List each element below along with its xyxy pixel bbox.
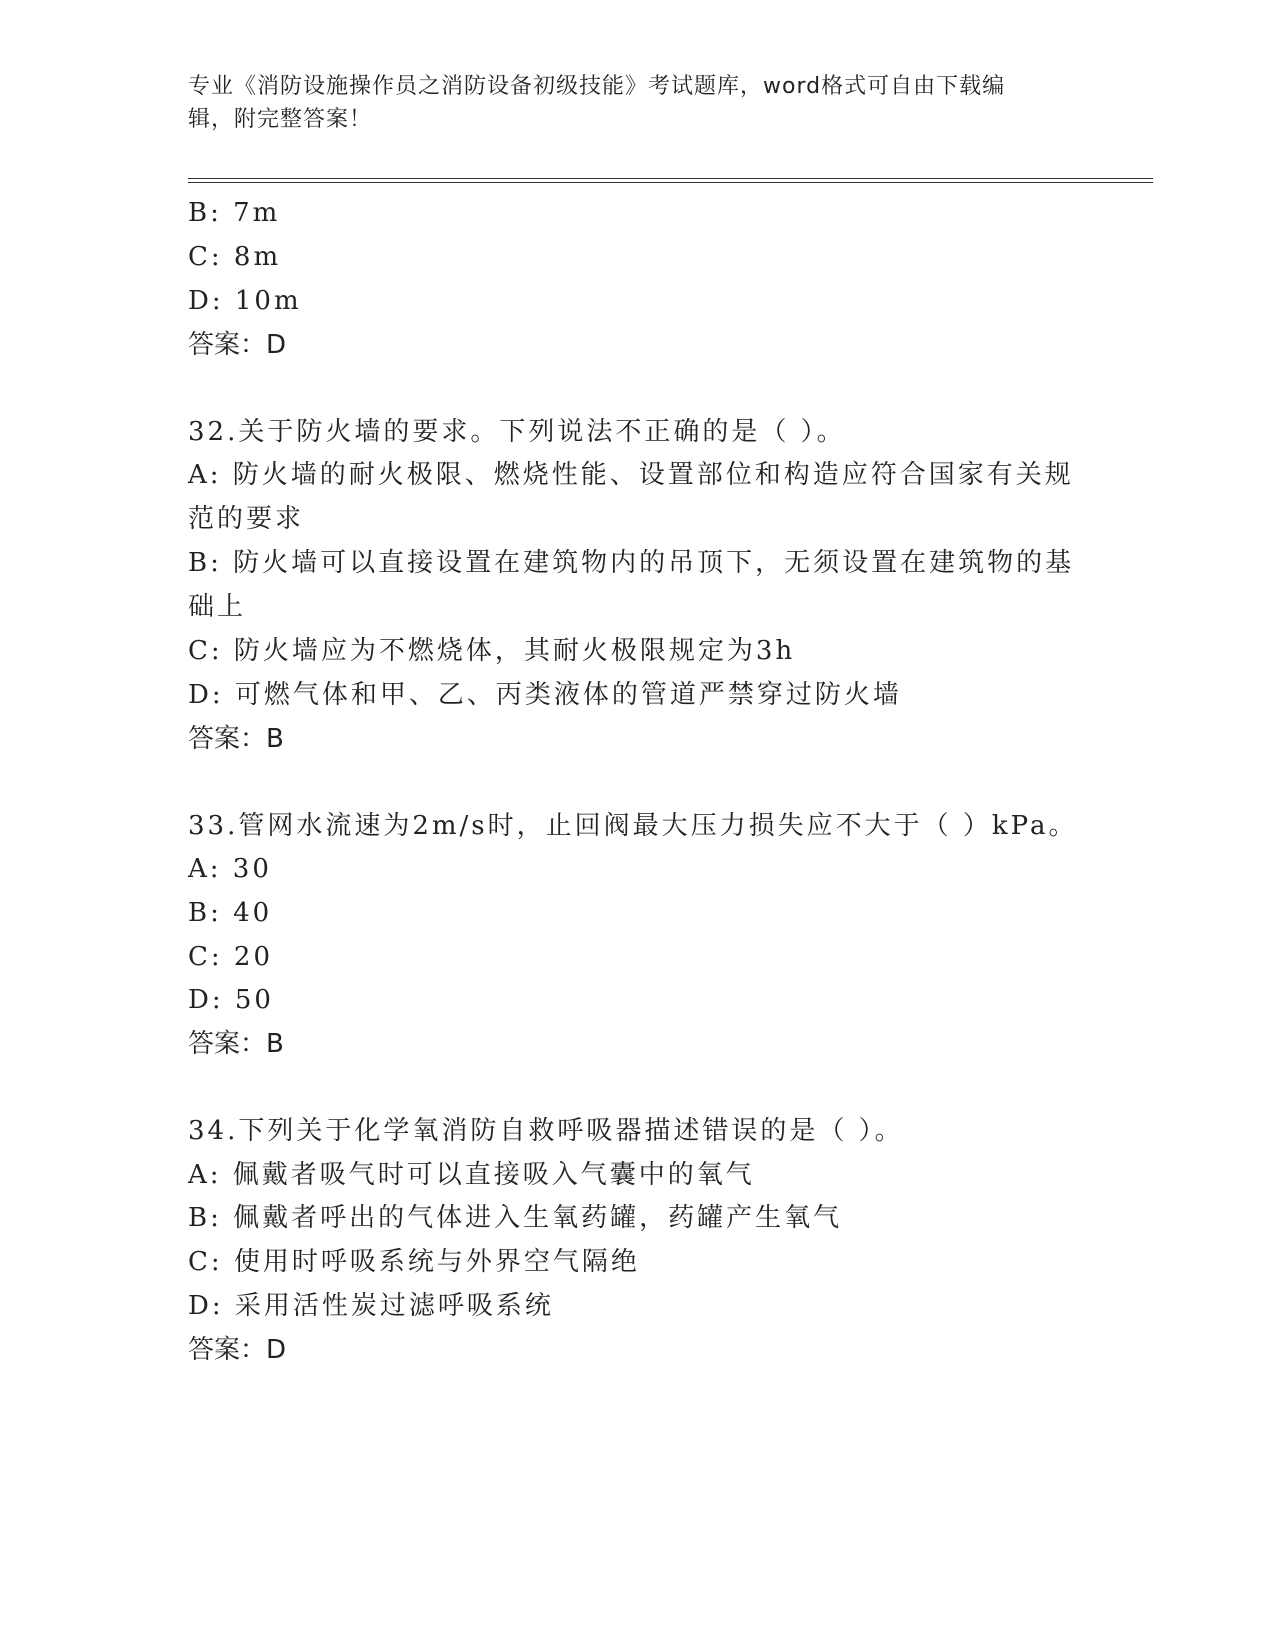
q32-option-c: C: 防火墙应为不燃烧体，其耐火极限规定为3h bbox=[188, 636, 796, 666]
header-line-2: 辑，附完整答案！ bbox=[188, 107, 373, 132]
q32-option-b-line1: B: 防火墙可以直接设置在建筑物内的吊顶下，无须设置在建筑物的基 bbox=[188, 548, 1075, 578]
q34-option-d: D: 采用活性炭过滤呼吸系统 bbox=[188, 1291, 554, 1321]
q32-option-d: D: 可燃气体和甲、乙、丙类液体的管道严禁穿过防火墙 bbox=[188, 680, 902, 710]
q32-answer: 答案：B bbox=[188, 724, 284, 754]
option-b: B: 7m bbox=[188, 198, 281, 228]
q34-option-a: A: 佩戴者吸气时可以直接吸入气囊中的氧气 bbox=[188, 1160, 755, 1190]
q33-option-d: D: 50 bbox=[188, 985, 274, 1015]
answer-label: 答案：D bbox=[188, 330, 287, 360]
q32-option-a-line2: 范的要求 bbox=[188, 504, 305, 534]
q33-option-a: A: 30 bbox=[188, 854, 272, 884]
q33-option-b: B: 40 bbox=[188, 898, 273, 928]
q32-option-b-line2: 础上 bbox=[188, 592, 247, 622]
option-d: D: 10m bbox=[188, 286, 302, 316]
q34-answer: 答案：D bbox=[188, 1335, 287, 1365]
document-header bbox=[188, 70, 1068, 136]
q32-option-a-line1: A: 防火墙的耐火极限、燃烧性能、设置部位和构造应符合国家有关规 bbox=[188, 460, 1074, 490]
question-34: 34.下列关于化学氧消防自救呼吸器描述错误的是（ ）。 bbox=[188, 1116, 904, 1146]
q34-option-c: C: 使用时呼吸系统与外界空气隔绝 bbox=[188, 1247, 640, 1277]
q33-option-c: C: 20 bbox=[188, 942, 274, 972]
q33-answer: 答案：B bbox=[188, 1029, 284, 1059]
question-33: 33.管网水流速为2m/s时，止回阀最大压力损失应不大于（ ）kPa。 bbox=[188, 811, 1078, 841]
header-line-1: 专业《消防设施操作员之消防设备初级技能》考试题库，word格式可自由下载编 bbox=[188, 74, 1006, 99]
option-c: C: 8m bbox=[188, 242, 282, 272]
q34-option-b: B: 佩戴者呼出的气体进入生氧药罐，药罐产生氧气 bbox=[188, 1203, 843, 1233]
question-32: 32.关于防火墙的要求。下列说法不正确的是（ ）。 bbox=[188, 417, 846, 447]
header-divider-bottom bbox=[188, 182, 1153, 183]
header-divider-top bbox=[188, 178, 1153, 179]
